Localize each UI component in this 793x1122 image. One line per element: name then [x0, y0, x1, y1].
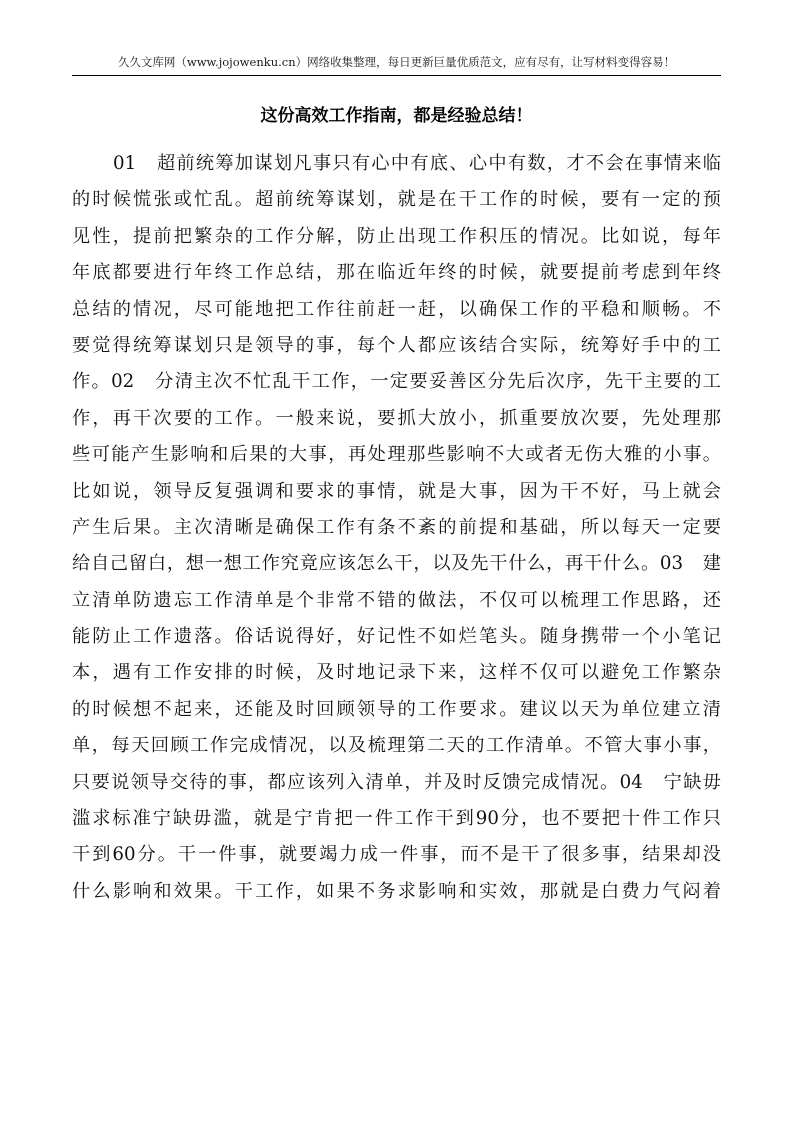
body-line: 的时候想不起来，还能及时回顾领导的工作要求。建议以天为单位建立清: [72, 698, 721, 720]
body-line: 总结的情况，尽可能地把工作往前赶一赶，以确保工作的平稳和顺畅。不: [72, 298, 721, 320]
body-line: 些可能产生影响和后果的大事，再处理那些影响不大或者无伤大雅的小事。: [72, 444, 721, 466]
document-body: [72, 146, 721, 910]
page-header: 久久文库网（www.jojowenku.cn）网络收集整理，每日更新巨量优质范文，应有尽有，让写材料变得容易！: [117, 55, 676, 69]
body-line: 只要说领导交待的事，都应该列入清单，并及时反馈完成情况。04 宁缺毋: [72, 771, 721, 793]
body-line: 单，每天回顾工作完成情况，以及梳理第二天的工作清单。不管大事小事，: [72, 735, 721, 757]
document-title: 这份高效工作指南，都是经验总结！: [260, 106, 533, 126]
body-line: 本，遇有工作安排的时候，及时地记录下来，这样不仅可以避免工作繁杂: [72, 662, 721, 684]
body-line: 年底都要进行年终工作总结，那在临近年终的时候，就要提前考虑到年终: [72, 262, 721, 284]
body-line: 能防止工作遗落。俗话说得好，好记性不如烂笔头。随身携带一个小笔记: [72, 626, 721, 648]
body-line: 01 超前统筹加谋划凡事只有心中有底、心中有数，才不会在事情来临: [113, 153, 721, 174]
body-line: 产生后果。主次清晰是确保工作有条不紊的前提和基础，所以每天一定要: [72, 516, 721, 538]
body-line: 什么影响和效果。干工作，如果不务求影响和实效，那就是白费力气闷着: [72, 880, 721, 902]
body-line: 见性，提前把繁杂的工作分解，防止出现工作积压的情况。比如说，每年: [72, 225, 721, 247]
body-line: 给自己留白，想一想工作究竟应该怎么干，以及先干什么，再干什么。03 建: [72, 553, 721, 575]
body-line: 作。02 分清主次不忙乱干工作，一定要妥善区分先后次序，先干主要的工: [72, 371, 721, 393]
body-line: 的时候慌张或忙乱。超前统筹谋划，就是在干工作的时候，要有一定的预: [72, 189, 721, 211]
body-line: 立清单防遗忘工作清单是个非常不错的做法，不仅可以梳理工作思路，还: [72, 589, 721, 611]
body-line: 干到60分。干一件事，就要竭力成一件事，而不是干了很多事，结果却没: [72, 844, 721, 866]
body-line: 比如说，领导反复强调和要求的事情，就是大事，因为干不好，马上就会: [72, 480, 721, 502]
header-rule: [72, 75, 721, 76]
body-line: 作，再干次要的工作。一般来说，要抓大放小，抓重要放次要，先处理那: [72, 407, 721, 429]
body-line: 要觉得统筹谋划只是领导的事，每个人都应该结合实际，统筹好手中的工: [72, 334, 721, 356]
body-line: 滥求标准宁缺毋滥，就是宁肯把一件工作干到90分，也不要把十件工作只: [72, 808, 721, 830]
